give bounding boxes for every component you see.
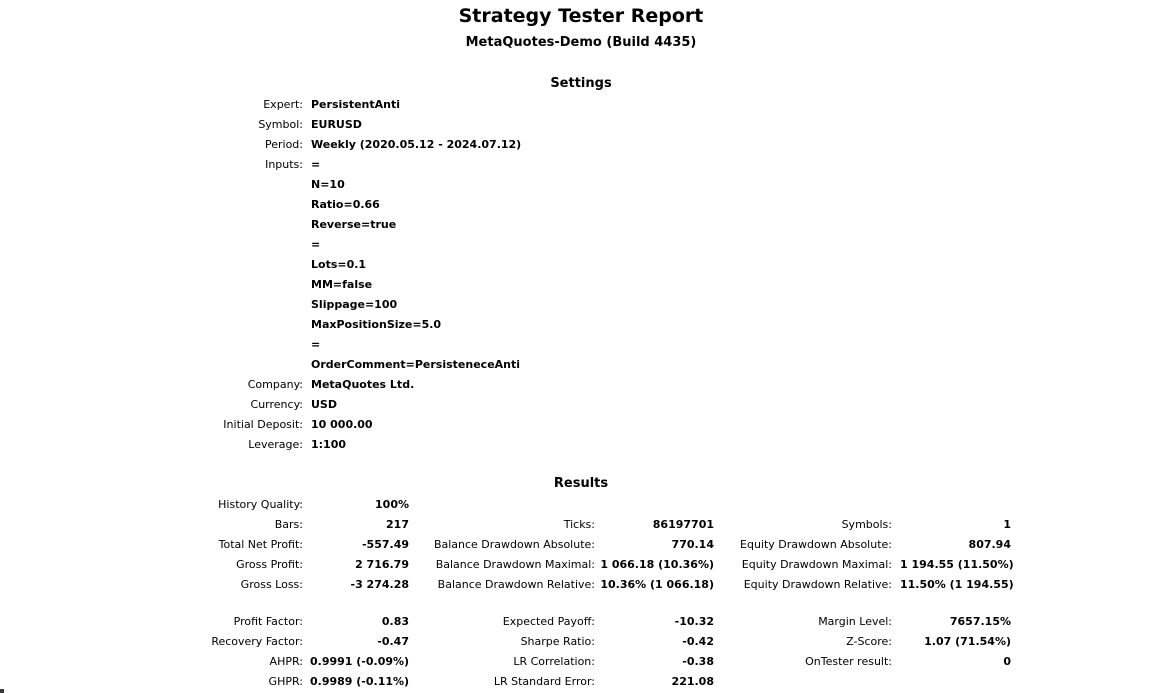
results-value: 0.83 [381, 615, 409, 628]
results-value: 0.9991 (-0.09%) [310, 655, 410, 668]
results-label: Equity Drawdown Relative: [743, 578, 892, 591]
history-quality-label: History Quality: [218, 498, 303, 511]
window-corner [0, 689, 4, 693]
settings-value: 1:100 [311, 438, 347, 451]
results-value: 2 716.79 [355, 558, 409, 571]
settings-label: Symbol: [258, 118, 303, 131]
results-value: -557.49 [361, 538, 409, 551]
results-label: Equity Drawdown Maximal: [741, 558, 892, 571]
results-value: 770.14 [671, 538, 714, 551]
settings-value: MaxPositionSize=5.0 [311, 318, 442, 331]
results-label: Symbols: [841, 518, 892, 531]
settings-value: PersistentAnti [311, 98, 400, 111]
results-value: -0.38 [682, 655, 714, 668]
results-label: Ticks: [563, 518, 595, 531]
results-value: -0.42 [682, 635, 714, 648]
settings-value: N=10 [311, 178, 345, 191]
results-label: Recovery Factor: [211, 635, 303, 648]
results-value: -10.32 [674, 615, 714, 628]
results-label: LR Correlation: [513, 655, 595, 668]
settings-value: Weekly (2020.05.12 - 2024.07.12) [311, 138, 522, 151]
results-label: Balance Drawdown Relative: [437, 578, 595, 591]
results-value: 10.36% (1 066.18) [600, 578, 714, 591]
report-title: Strategy Tester Report [458, 5, 704, 27]
results-label: Gross Profit: [236, 558, 303, 571]
settings-value: MetaQuotes Ltd. [311, 378, 415, 391]
settings-label: Initial Deposit: [223, 418, 303, 431]
settings-label: Currency: [250, 398, 303, 411]
results-value: -3 274.28 [350, 578, 409, 591]
settings-heading: Settings [550, 76, 612, 91]
settings-value: OrderComment=PersisteneceAnti [311, 358, 521, 371]
results-label: Z-Score: [846, 635, 892, 648]
results-label: Profit Factor: [233, 615, 303, 628]
settings-value: Reverse=true [311, 218, 397, 231]
results-label: Margin Level: [818, 615, 892, 628]
results-label: OnTester result: [805, 655, 892, 668]
results-value: 221.08 [671, 675, 714, 688]
settings-value: EURUSD [311, 118, 362, 131]
results-label: GHPR: [268, 675, 303, 688]
results-value: 1 [1003, 518, 1011, 531]
settings-label: Leverage: [248, 438, 303, 451]
results-value: 1 066.18 (10.36%) [600, 558, 714, 571]
results-value: 86197701 [652, 518, 714, 531]
results-label: LR Standard Error: [493, 675, 595, 688]
results-value: 1.07 (71.54%) [924, 635, 1011, 648]
results-label: Equity Drawdown Absolute: [740, 538, 892, 551]
settings-value: Slippage=100 [311, 298, 398, 311]
settings-label: Period: [264, 138, 303, 151]
settings-value: MM=false [311, 278, 373, 291]
history-quality-value: 100% [375, 498, 409, 511]
results-label: Balance Drawdown Maximal: [435, 558, 595, 571]
settings-value: Ratio=0.66 [311, 198, 380, 211]
settings-value: 10 000.00 [311, 418, 373, 431]
results-label: Total Net Profit: [218, 538, 303, 551]
results-label: Gross Loss: [240, 578, 303, 591]
settings-label: Company: [247, 378, 303, 391]
results-label: Sharpe Ratio: [520, 635, 595, 648]
settings-value: = [311, 158, 321, 171]
results-label: Balance Drawdown Absolute: [433, 538, 595, 551]
results-value: 11.50% (1 194.55) [900, 578, 1014, 591]
results-value: 0.9989 (-0.11%) [310, 675, 410, 688]
results-value: 1 194.55 (11.50%) [900, 558, 1014, 571]
results-label: Expected Payoff: [502, 615, 595, 628]
results-value: 807.94 [968, 538, 1011, 551]
settings-value: Lots=0.1 [311, 258, 367, 271]
report-subtitle: MetaQuotes-Demo (Build 4435) [465, 35, 697, 50]
settings-label: Inputs: [265, 158, 303, 171]
settings-value: = [311, 238, 321, 251]
settings-value: = [311, 338, 321, 351]
results-value: 217 [386, 518, 409, 531]
settings-value: USD [311, 398, 337, 411]
results-heading: Results [553, 476, 609, 491]
results-label: AHPR: [269, 655, 303, 668]
settings-label: Expert: [263, 98, 303, 111]
results-value: -0.47 [377, 635, 409, 648]
results-label: Bars: [274, 518, 303, 531]
results-value: 7657.15% [949, 615, 1011, 628]
results-value: 0 [1003, 655, 1011, 668]
